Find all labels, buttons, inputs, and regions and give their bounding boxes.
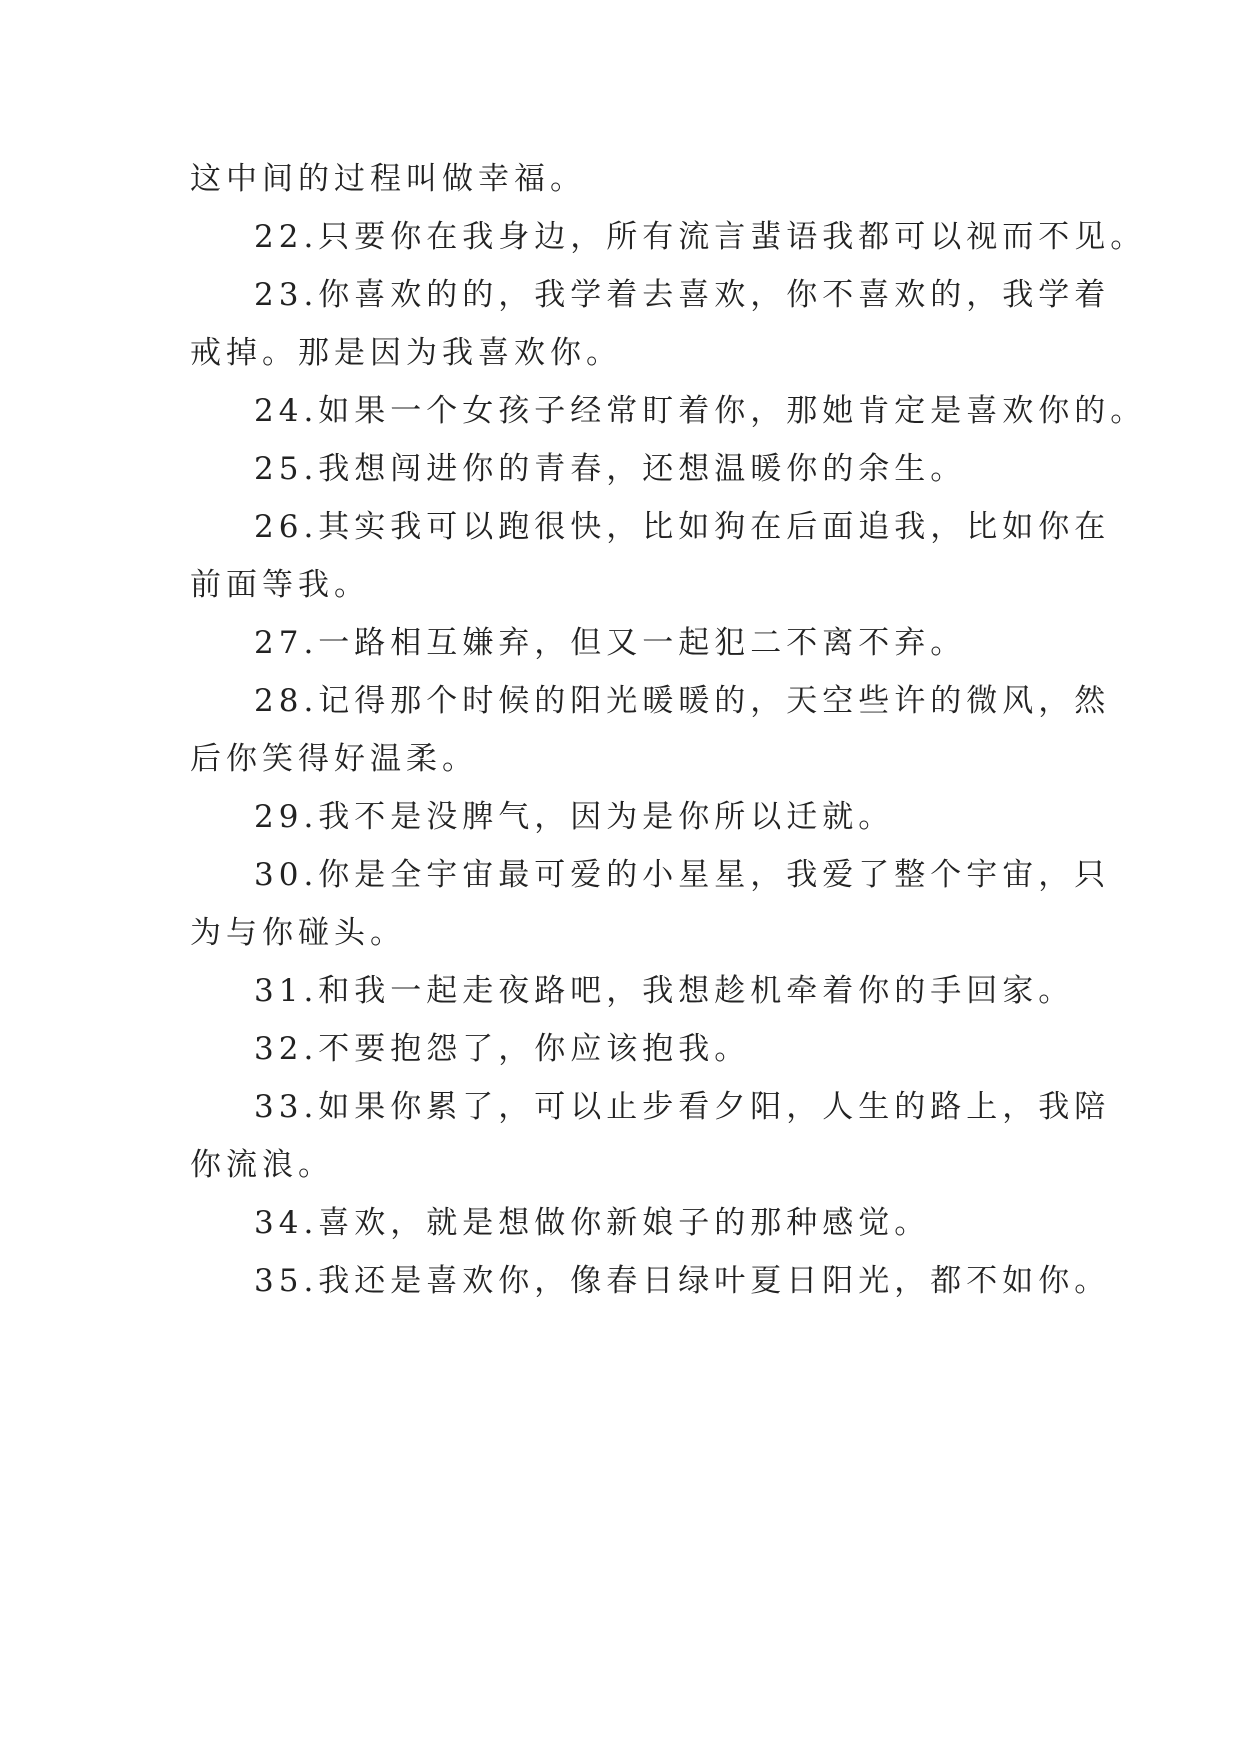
text-line: 戒掉。那是因为我喜欢你。	[190, 335, 622, 371]
text-line: 24.如果一个女孩子经常盯着你，那她肯定是喜欢你的。	[254, 393, 1147, 429]
text-line: 32.不要抱怨了，你应该抱我。	[254, 1031, 751, 1067]
text-line: 28.记得那个时候的阳光暖暖的，天空些许的微风，然	[254, 683, 1111, 719]
text-line: 29.我不是没脾气，因为是你所以迁就。	[254, 799, 895, 835]
text-line: 31.和我一起走夜路吧，我想趁机牵着你的手回家。	[254, 973, 1075, 1009]
text-line: 前面等我。	[190, 567, 370, 603]
text-line: 这中间的过程叫做幸福。	[190, 161, 586, 197]
text-line: 23.你喜欢的的，我学着去喜欢，你不喜欢的，我学着	[254, 277, 1111, 313]
text-line: 27.一路相互嫌弃，但又一起犯二不离不弃。	[254, 625, 967, 661]
text-line: 后你笑得好温柔。	[190, 741, 478, 777]
document-body	[190, 150, 1147, 1310]
text-line: 30.你是全宇宙最可爱的小星星，我爱了整个宇宙，只	[254, 857, 1111, 893]
text-line: 34.喜欢，就是想做你新娘子的那种感觉。	[254, 1205, 931, 1241]
text-line: 为与你碰头。	[190, 915, 406, 951]
text-line: 22.只要你在我身边，所有流言蜚语我都可以视而不见。	[254, 219, 1147, 255]
text-line: 33.如果你累了，可以止步看夕阳，人生的路上，我陪	[254, 1089, 1111, 1125]
text-line: 35.我还是喜欢你，像春日绿叶夏日阳光，都不如你。	[254, 1263, 1111, 1299]
text-line: 25.我想闯进你的青春，还想温暖你的余生。	[254, 451, 967, 487]
text-line: 你流浪。	[190, 1147, 334, 1183]
text-line: 26.其实我可以跑很快，比如狗在后面追我，比如你在	[254, 509, 1111, 545]
